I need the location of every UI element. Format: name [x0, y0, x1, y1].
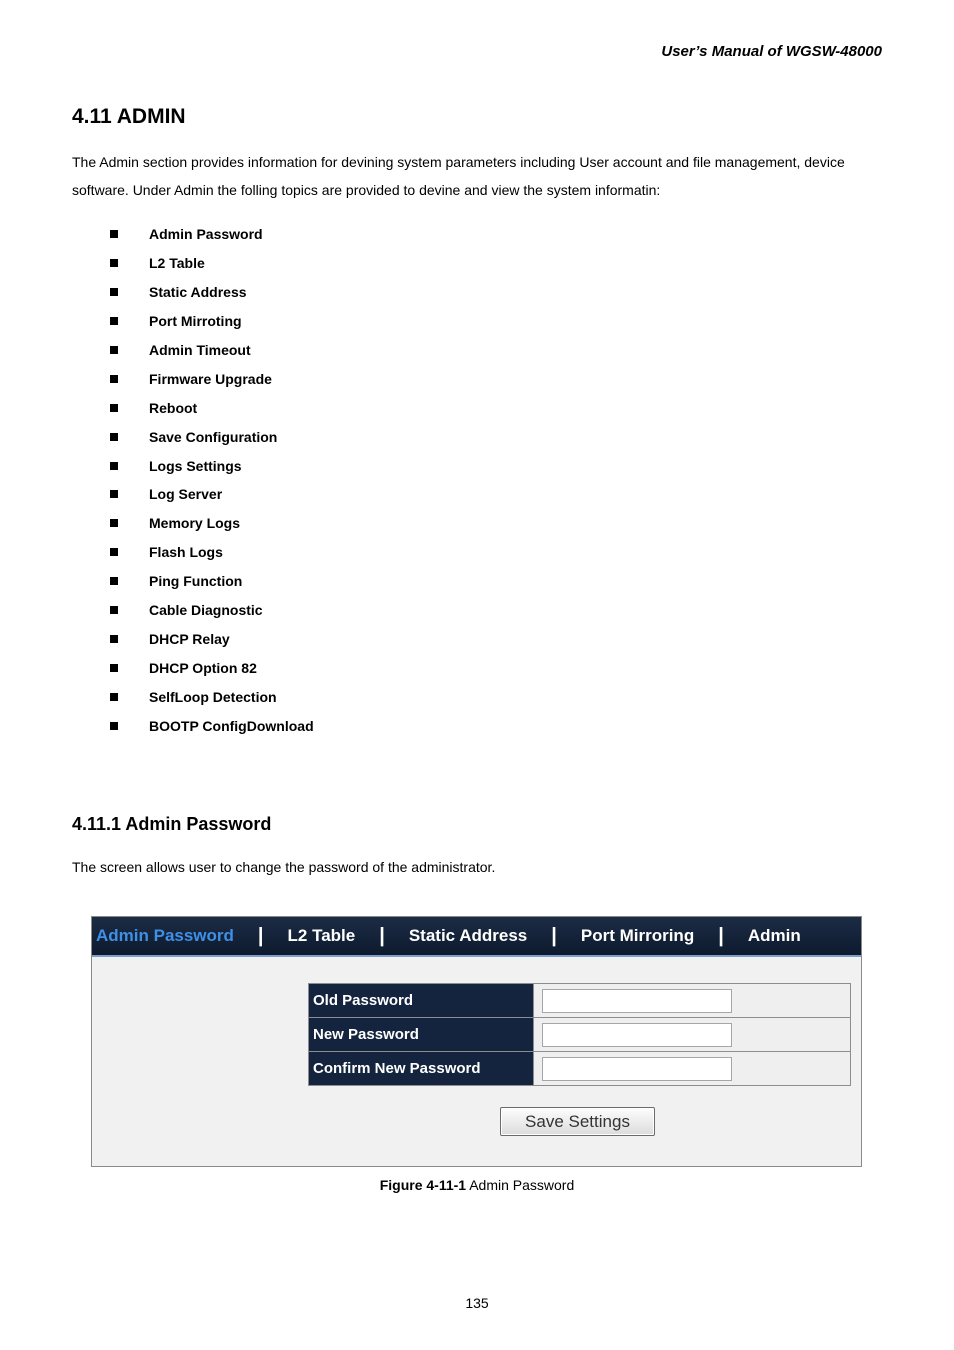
figure-caption — [0, 1177, 954, 1193]
form-cell — [534, 1018, 850, 1051]
list-item — [110, 451, 314, 480]
topic-label: Flash Logs — [149, 544, 223, 561]
tab-bar — [92, 917, 861, 957]
form-row-confirm-password — [309, 1052, 850, 1085]
list-item — [110, 336, 314, 365]
square-bullet-icon — [110, 230, 118, 238]
tab-admin[interactable]: Admin — [747, 926, 801, 945]
list-item — [110, 422, 314, 451]
square-bullet-icon — [110, 722, 118, 730]
topic-label: Admin Password — [149, 226, 263, 243]
list-item — [110, 711, 314, 740]
topic-label: BOOTP ConfigDownload — [149, 717, 314, 734]
topic-label: Admin Timeout — [149, 342, 251, 358]
topic-label: DHCP Relay — [149, 630, 230, 647]
list-item — [110, 480, 314, 509]
topic-label: SelfLoop Detection — [149, 688, 277, 705]
square-bullet-icon — [110, 346, 118, 354]
tab-separator: | — [551, 924, 557, 947]
new-password-field[interactable] — [542, 1023, 732, 1047]
new-password-label: New Password — [309, 1018, 534, 1051]
figure-number: Figure 4-11-1 — [379, 1177, 467, 1193]
list-item — [110, 596, 314, 625]
list-item — [110, 567, 314, 596]
square-bullet-icon — [110, 317, 118, 325]
subsection-description: The screen allows user to change the password of the administrator. — [72, 859, 496, 875]
topic-label: Cable Diagnostic — [149, 602, 263, 619]
square-bullet-icon — [110, 404, 118, 412]
figure-title: Admin Password — [466, 1177, 575, 1193]
list-item — [110, 653, 314, 682]
square-bullet-icon — [110, 635, 118, 643]
square-bullet-icon — [110, 288, 118, 296]
list-item — [110, 682, 314, 711]
list-item — [110, 624, 314, 653]
topic-label: Reboot — [149, 399, 198, 416]
tab-separator: | — [718, 924, 724, 947]
square-bullet-icon — [110, 462, 118, 470]
topic-label: Memory Logs — [149, 515, 241, 532]
topic-label: Port Mirroting — [149, 313, 242, 330]
form-row-new-password — [309, 1018, 850, 1052]
list-item — [110, 220, 314, 249]
page-number: 135 — [465, 1295, 489, 1311]
topic-label: Log Server — [149, 486, 223, 503]
confirm-password-field[interactable] — [542, 1057, 732, 1081]
topic-label: Static Address — [149, 284, 247, 301]
square-bullet-icon — [110, 490, 118, 498]
list-item — [110, 509, 314, 538]
form-cell — [534, 1052, 850, 1085]
save-settings-button[interactable]: Save Settings — [500, 1107, 655, 1136]
list-item — [110, 364, 314, 393]
form-cell — [534, 984, 850, 1017]
topic-label: Logs Settings — [149, 457, 242, 474]
tab-separator: | — [257, 924, 264, 947]
tab-separator: | — [379, 924, 385, 947]
list-item — [110, 393, 314, 422]
square-bullet-icon — [110, 664, 118, 672]
old-password-label: Old Password — [309, 984, 534, 1017]
topic-label: Firmware Upgrade — [149, 370, 272, 387]
section-intro: The Admin section provides information for devining system parameters including User account and file management, device software. Under Admin the folling topics are provided to devine and view the system informatin: — [72, 154, 845, 198]
square-bullet-icon — [110, 259, 118, 267]
topic-label: Save Configuration — [149, 428, 278, 445]
page-header: User’s Manual of WGSW-48000 — [661, 43, 882, 60]
tab-admin-password[interactable]: Admin Password — [96, 926, 234, 945]
tab-l2-table[interactable]: L2 Table — [287, 926, 356, 945]
admin-password-screenshot — [91, 916, 862, 1167]
password-form — [308, 983, 851, 1086]
old-password-field[interactable] — [542, 989, 732, 1013]
list-item — [110, 278, 314, 307]
square-bullet-icon — [110, 693, 118, 701]
list-item — [110, 538, 314, 567]
confirm-password-label: Confirm New Password — [309, 1052, 534, 1085]
tab-static-address[interactable]: Static Address — [408, 926, 528, 945]
list-item — [110, 307, 314, 336]
topic-list — [110, 220, 314, 740]
tab-port-mirroring[interactable]: Port Mirroring — [580, 926, 695, 945]
square-bullet-icon — [110, 519, 118, 527]
topic-label: DHCP Option 82 — [149, 659, 257, 676]
square-bullet-icon — [110, 606, 118, 614]
section-heading: 4.11 ADMIN — [72, 105, 186, 128]
square-bullet-icon — [110, 433, 118, 441]
square-bullet-icon — [110, 577, 118, 585]
subsection-heading: 4.11.1 Admin Password — [72, 814, 272, 834]
square-bullet-icon — [110, 375, 118, 383]
topic-label: L2 Table — [149, 255, 205, 272]
list-item — [110, 249, 314, 278]
square-bullet-icon — [110, 548, 118, 556]
form-row-old-password — [309, 984, 850, 1018]
topic-label: Ping Function — [149, 573, 243, 590]
